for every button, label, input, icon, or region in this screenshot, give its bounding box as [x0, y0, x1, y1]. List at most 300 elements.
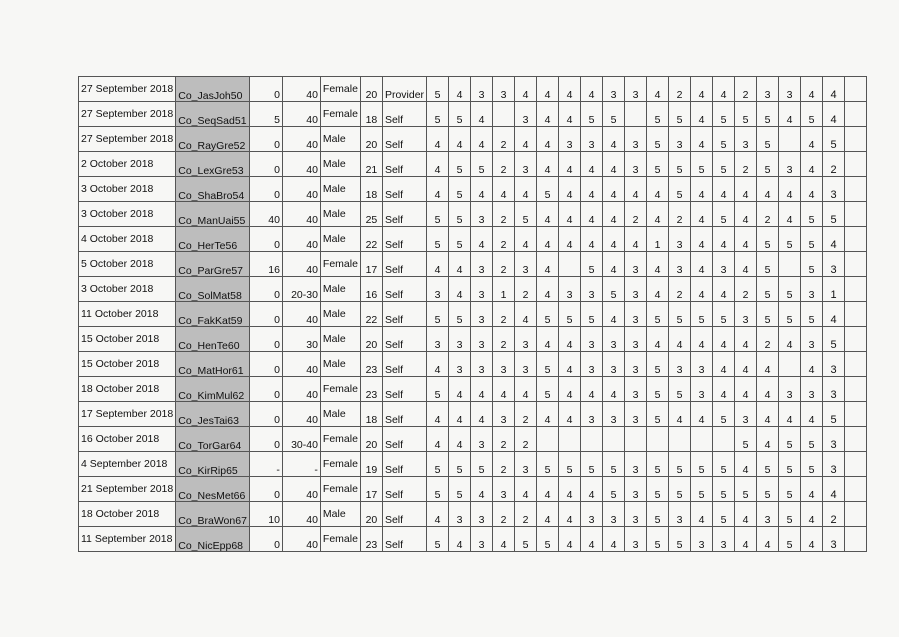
table-row	[79, 277, 867, 302]
table-row	[79, 502, 867, 527]
age-cell: 23	[360, 377, 382, 402]
score-cell: 3	[625, 502, 647, 527]
score-cell: 4	[691, 327, 713, 352]
empty-cell	[845, 152, 867, 177]
gender-cell: Female	[320, 252, 360, 277]
score-cell: 5	[691, 452, 713, 477]
score-cell: 3	[581, 402, 603, 427]
score-cell: 4	[559, 477, 581, 502]
score-cell: 5	[603, 102, 625, 127]
value-cell: 0	[249, 477, 282, 502]
score-cell: 5	[427, 202, 449, 227]
score-cell: 3	[471, 302, 493, 327]
score-cell: 4	[559, 102, 581, 127]
score-cell: 4	[537, 202, 559, 227]
score-cell: 5	[427, 477, 449, 502]
score-cell: 3	[515, 452, 537, 477]
score-cell: 3	[471, 427, 493, 452]
score-cell: 5	[449, 477, 471, 502]
score-cell: 5	[823, 202, 845, 227]
score-cell: 3	[603, 327, 625, 352]
hours-cell: 40	[282, 102, 320, 127]
score-cell: 5	[537, 177, 559, 202]
participant-code-cell: Co_NicEpp68	[176, 527, 250, 552]
gender-cell: Female	[320, 452, 360, 477]
value-cell: 0	[249, 227, 282, 252]
score-cell: 4	[669, 327, 691, 352]
empty-cell	[845, 177, 867, 202]
score-cell: 3	[801, 327, 823, 352]
participant-code-cell: Co_SolMat58	[176, 277, 250, 302]
empty-cell	[845, 377, 867, 402]
score-cell: 5	[647, 502, 669, 527]
score-cell: 2	[735, 277, 757, 302]
score-cell: 3	[515, 152, 537, 177]
table-row	[79, 402, 867, 427]
score-cell: 4	[713, 377, 735, 402]
score-cell: 4	[735, 227, 757, 252]
hours-cell: 20-30	[282, 277, 320, 302]
score-cell: 4	[801, 352, 823, 377]
value-cell: 40	[249, 202, 282, 227]
score-cell: 4	[691, 252, 713, 277]
score-cell	[559, 427, 581, 452]
hours-cell: 30-40	[282, 427, 320, 452]
age-cell: 17	[360, 252, 382, 277]
score-cell	[669, 427, 691, 452]
score-cell: 4	[427, 427, 449, 452]
age-cell: 22	[360, 302, 382, 327]
score-cell: 4	[559, 352, 581, 377]
score-cell: 4	[801, 77, 823, 102]
score-cell: 3	[669, 352, 691, 377]
score-cell: 4	[449, 427, 471, 452]
score-cell: 5	[449, 302, 471, 327]
score-cell: 5	[647, 302, 669, 327]
hours-cell: 40	[282, 527, 320, 552]
hours-cell: 40	[282, 177, 320, 202]
score-cell: 3	[779, 377, 801, 402]
score-cell: 4	[801, 402, 823, 427]
score-cell: 5	[427, 77, 449, 102]
score-cell: 3	[625, 252, 647, 277]
score-cell: 3	[449, 352, 471, 377]
participant-code-cell: Co_KimMul62	[176, 377, 250, 402]
participant-code-cell: Co_ShaBro54	[176, 177, 250, 202]
score-cell: 2	[735, 152, 757, 177]
value-cell: 10	[249, 502, 282, 527]
age-cell: 17	[360, 477, 382, 502]
score-cell: 5	[757, 127, 779, 152]
score-cell: 4	[537, 77, 559, 102]
source-cell: Self	[382, 427, 426, 452]
participant-code-cell: Co_ParGre57	[176, 252, 250, 277]
score-cell: 2	[669, 202, 691, 227]
score-cell: 3	[515, 252, 537, 277]
table-row	[79, 227, 867, 252]
source-cell: Self	[382, 527, 426, 552]
score-cell: 4	[559, 502, 581, 527]
score-cell: 5	[647, 352, 669, 377]
table-row	[79, 302, 867, 327]
participant-code-cell: Co_ManUai55	[176, 202, 250, 227]
table-row	[79, 202, 867, 227]
score-cell: 3	[449, 327, 471, 352]
score-cell: 5	[647, 377, 669, 402]
score-cell: 5	[581, 252, 603, 277]
gender-cell: Male	[320, 302, 360, 327]
score-cell: 5	[603, 452, 625, 477]
table-row	[79, 352, 867, 377]
age-cell: 20	[360, 127, 382, 152]
source-cell: Self	[382, 402, 426, 427]
score-cell: 4	[779, 177, 801, 202]
score-cell: 5	[691, 302, 713, 327]
score-cell: 4	[647, 177, 669, 202]
date-cell: 17 September 2018	[79, 402, 176, 427]
date-cell: 5 October 2018	[79, 252, 176, 277]
hours-cell: 40	[282, 477, 320, 502]
score-cell: 5	[779, 227, 801, 252]
gender-cell: Female	[320, 477, 360, 502]
score-cell: 3	[691, 352, 713, 377]
score-cell: 4	[647, 277, 669, 302]
date-cell: 4 September 2018	[79, 452, 176, 477]
score-cell: 5	[779, 452, 801, 477]
score-cell: 5	[449, 152, 471, 177]
score-cell: 5	[537, 452, 559, 477]
score-cell: 4	[427, 127, 449, 152]
date-cell: 3 October 2018	[79, 202, 176, 227]
score-cell: 3	[471, 502, 493, 527]
score-cell: 3	[515, 327, 537, 352]
score-cell: 5	[537, 352, 559, 377]
score-cell	[779, 252, 801, 277]
score-cell: 3	[735, 402, 757, 427]
score-cell: 4	[559, 152, 581, 177]
score-cell: 5	[449, 102, 471, 127]
score-cell: 3	[471, 327, 493, 352]
score-cell: 4	[735, 527, 757, 552]
hours-cell: 40	[282, 152, 320, 177]
score-cell: 2	[669, 277, 691, 302]
score-cell: 2	[493, 427, 515, 452]
hours-cell: -	[282, 452, 320, 477]
score-cell: 5	[779, 477, 801, 502]
source-cell: Self	[382, 127, 426, 152]
score-cell	[691, 427, 713, 452]
table-row	[79, 427, 867, 452]
score-cell: 4	[603, 127, 625, 152]
score-cell: 5	[559, 452, 581, 477]
gender-cell: Male	[320, 402, 360, 427]
source-cell: Self	[382, 352, 426, 377]
score-cell: 4	[647, 327, 669, 352]
score-cell: 4	[603, 252, 625, 277]
score-cell: 5	[647, 477, 669, 502]
age-cell: 21	[360, 152, 382, 177]
date-cell: 18 October 2018	[79, 377, 176, 402]
score-cell: 3	[735, 302, 757, 327]
score-cell: 4	[559, 177, 581, 202]
score-cell: 4	[559, 377, 581, 402]
score-cell: 5	[603, 277, 625, 302]
score-cell: 2	[493, 327, 515, 352]
score-cell: 3	[471, 277, 493, 302]
score-cell: 3	[493, 77, 515, 102]
score-cell: 3	[559, 277, 581, 302]
hours-cell: 40	[282, 502, 320, 527]
score-cell: 2	[493, 302, 515, 327]
score-cell: 4	[515, 302, 537, 327]
date-cell: 4 October 2018	[79, 227, 176, 252]
score-cell: 4	[537, 227, 559, 252]
table-row	[79, 102, 867, 127]
score-cell: 4	[691, 402, 713, 427]
score-cell: 3	[471, 352, 493, 377]
empty-cell	[845, 202, 867, 227]
score-cell: 4	[581, 152, 603, 177]
score-cell: 5	[449, 177, 471, 202]
age-cell: 20	[360, 327, 382, 352]
score-cell: 5	[779, 302, 801, 327]
score-cell: 4	[735, 327, 757, 352]
score-cell: 4	[427, 177, 449, 202]
score-cell: 5	[713, 102, 735, 127]
score-cell: 4	[559, 527, 581, 552]
score-cell: 4	[581, 477, 603, 502]
score-cell: 4	[449, 252, 471, 277]
score-cell: 4	[581, 377, 603, 402]
score-cell: 4	[559, 77, 581, 102]
score-cell: 5	[647, 402, 669, 427]
score-cell: 4	[471, 127, 493, 152]
date-cell: 2 October 2018	[79, 152, 176, 177]
score-cell: 5	[669, 527, 691, 552]
score-cell: 4	[691, 277, 713, 302]
score-cell: 5	[515, 202, 537, 227]
score-cell: 3	[625, 402, 647, 427]
hours-cell: 40	[282, 77, 320, 102]
score-cell: 2	[515, 427, 537, 452]
date-cell: 16 October 2018	[79, 427, 176, 452]
source-cell: Provider	[382, 77, 426, 102]
score-cell: 3	[779, 77, 801, 102]
empty-cell	[845, 502, 867, 527]
gender-cell: Male	[320, 227, 360, 252]
age-cell: 18	[360, 402, 382, 427]
table-row	[79, 327, 867, 352]
gender-cell: Male	[320, 277, 360, 302]
gender-cell: Female	[320, 377, 360, 402]
age-cell: 23	[360, 527, 382, 552]
score-cell: 3	[713, 252, 735, 277]
score-cell: 4	[647, 252, 669, 277]
score-cell: 4	[779, 327, 801, 352]
score-cell: 4	[581, 202, 603, 227]
score-cell: 2	[493, 252, 515, 277]
table-row	[79, 177, 867, 202]
score-cell: 4	[823, 302, 845, 327]
age-cell: 18	[360, 177, 382, 202]
score-cell: 3	[493, 352, 515, 377]
score-cell: 3	[823, 452, 845, 477]
score-cell: 4	[779, 402, 801, 427]
score-cell: 3	[779, 152, 801, 177]
score-cell: 4	[691, 77, 713, 102]
score-cell: 5	[691, 477, 713, 502]
empty-cell	[845, 252, 867, 277]
score-cell: 5	[647, 527, 669, 552]
score-cell: 5	[757, 477, 779, 502]
score-cell: 5	[559, 302, 581, 327]
score-cell: 4	[559, 227, 581, 252]
score-cell: 5	[713, 502, 735, 527]
score-cell: 5	[669, 152, 691, 177]
score-cell: 4	[801, 477, 823, 502]
score-cell: 4	[713, 277, 735, 302]
date-cell: 3 October 2018	[79, 177, 176, 202]
score-cell: 4	[713, 177, 735, 202]
score-cell: 4	[757, 427, 779, 452]
score-cell: 3	[625, 302, 647, 327]
date-cell: 3 October 2018	[79, 277, 176, 302]
empty-cell	[845, 352, 867, 377]
score-cell: 2	[669, 77, 691, 102]
score-cell: 5	[427, 452, 449, 477]
gender-cell: Female	[320, 527, 360, 552]
score-cell: 3	[801, 277, 823, 302]
participant-code-cell: Co_FakKat59	[176, 302, 250, 327]
score-cell: 5	[471, 152, 493, 177]
table-row	[79, 252, 867, 277]
score-cell: 3	[669, 502, 691, 527]
source-cell: Self	[382, 277, 426, 302]
empty-cell	[845, 477, 867, 502]
gender-cell: Male	[320, 127, 360, 152]
score-cell: 4	[801, 502, 823, 527]
score-cell: 4	[471, 402, 493, 427]
age-cell: 20	[360, 502, 382, 527]
score-cell: 5	[427, 377, 449, 402]
score-cell: 4	[515, 177, 537, 202]
score-cell: 4	[757, 352, 779, 377]
score-cell: 3	[603, 77, 625, 102]
score-cell: 4	[801, 152, 823, 177]
score-cell: 5	[449, 227, 471, 252]
empty-cell	[845, 127, 867, 152]
hours-cell: 40	[282, 127, 320, 152]
source-cell: Self	[382, 477, 426, 502]
score-cell: 5	[581, 302, 603, 327]
score-cell: 4	[427, 252, 449, 277]
score-cell: 4	[713, 77, 735, 102]
date-cell: 21 September 2018	[79, 477, 176, 502]
score-cell: 5	[449, 452, 471, 477]
table-row	[79, 527, 867, 552]
hours-cell: 40	[282, 302, 320, 327]
score-cell: 5	[515, 527, 537, 552]
gender-cell: Male	[320, 152, 360, 177]
gender-cell: Female	[320, 102, 360, 127]
score-cell: 4	[625, 177, 647, 202]
date-cell: 15 October 2018	[79, 327, 176, 352]
score-cell: 4	[581, 527, 603, 552]
value-cell: 0	[249, 352, 282, 377]
score-cell: 3	[581, 327, 603, 352]
score-cell: 4	[757, 177, 779, 202]
value-cell: 0	[249, 77, 282, 102]
score-cell: 4	[537, 102, 559, 127]
date-cell: 27 September 2018	[79, 77, 176, 102]
score-cell: 4	[449, 77, 471, 102]
date-cell: 11 September 2018	[79, 527, 176, 552]
score-cell: 4	[603, 152, 625, 177]
score-cell: 4	[471, 377, 493, 402]
score-cell: 4	[603, 302, 625, 327]
source-cell: Self	[382, 102, 426, 127]
score-cell: 4	[559, 402, 581, 427]
score-cell: 5	[537, 302, 559, 327]
hours-cell: 40	[282, 252, 320, 277]
score-cell: 5	[647, 452, 669, 477]
date-cell: 11 October 2018	[79, 302, 176, 327]
source-cell: Self	[382, 202, 426, 227]
score-cell: 4	[537, 277, 559, 302]
score-cell: 4	[581, 227, 603, 252]
gender-cell: Male	[320, 502, 360, 527]
score-cell: 4	[559, 202, 581, 227]
participant-code-cell: Co_SeqSad51	[176, 102, 250, 127]
score-cell: 4	[515, 227, 537, 252]
score-cell: 4	[449, 127, 471, 152]
score-cell: 5	[669, 377, 691, 402]
score-cell: 4	[735, 352, 757, 377]
source-cell: Self	[382, 327, 426, 352]
score-cell: 5	[537, 527, 559, 552]
score-cell: 3	[471, 252, 493, 277]
score-cell: 3	[823, 352, 845, 377]
score-cell: 4	[603, 527, 625, 552]
score-cell: 3	[625, 127, 647, 152]
score-cell: 4	[537, 477, 559, 502]
score-cell	[779, 127, 801, 152]
score-cell: 4	[823, 227, 845, 252]
score-cell: 4	[471, 102, 493, 127]
table-row	[79, 127, 867, 152]
score-cell: 3	[625, 352, 647, 377]
score-cell: 5	[801, 252, 823, 277]
gender-cell: Male	[320, 327, 360, 352]
hours-cell: 40	[282, 377, 320, 402]
score-cell: 4	[493, 527, 515, 552]
score-cell: 4	[537, 127, 559, 152]
score-cell: 2	[757, 202, 779, 227]
score-cell: 3	[757, 77, 779, 102]
score-cell: 4	[603, 177, 625, 202]
empty-cell	[845, 427, 867, 452]
score-cell: 4	[713, 327, 735, 352]
value-cell: 0	[249, 527, 282, 552]
empty-cell	[845, 277, 867, 302]
score-cell: 4	[603, 377, 625, 402]
score-cell: 4	[515, 377, 537, 402]
score-cell: 3	[625, 77, 647, 102]
date-cell: 15 October 2018	[79, 352, 176, 377]
value-cell: 0	[249, 152, 282, 177]
score-cell: 1	[493, 277, 515, 302]
score-cell: 2	[493, 127, 515, 152]
